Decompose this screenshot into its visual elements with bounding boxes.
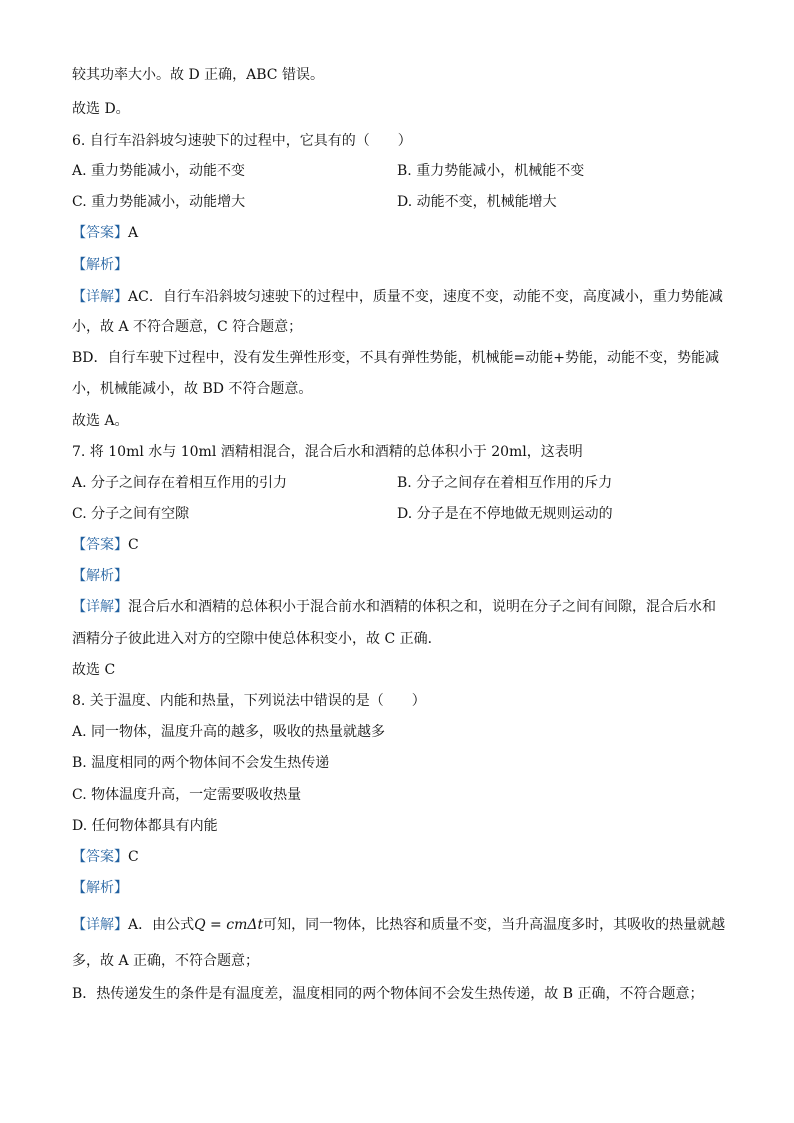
answer-tag: 【答案】	[72, 849, 128, 865]
question-6-option-d: D. 动能不变，机械能增大	[397, 194, 557, 210]
question-6-analysis-tag	[72, 256, 128, 274]
analysis-tag: 【解析】	[72, 880, 128, 896]
question-8-detail: B．热传递发生的条件是有温度差，温度相同的两个物体间不会发生热传递，故 B 正确，不符合题意；	[72, 986, 704, 1002]
question-8-option-c: C. 物体温度升高，一定需要吸收热量	[72, 787, 302, 803]
question-8-detail	[72, 916, 725, 934]
question-6-stem: 6. 自行车沿斜坡匀速驶下的过程中，它具有的（ ）	[72, 133, 412, 149]
answer-tag: 【答案】	[72, 225, 128, 241]
question-7-conclusion: 故选 C	[72, 662, 116, 678]
detail-tag: 【详解】	[72, 599, 128, 615]
question-6-answer	[72, 224, 138, 242]
answer-tag: 【答案】	[72, 537, 128, 553]
detail-text: AC．自行车沿斜坡匀速驶下的过程中，质量不变，速度不变，动能不变，高度减小，重力势能减	[128, 289, 723, 305]
answer-value: A	[128, 225, 139, 241]
question-6-detail: BD．自行车驶下过程中，没有发生弹性形变，不具有弹性势能，机械能=动能+势能，动能不变，势能减	[72, 350, 719, 366]
analysis-tag: 【解析】	[72, 568, 128, 584]
detail-text: 可知，同一物体，比热容和质量不变，当升高温度多时，其吸收的热量就越	[263, 917, 726, 933]
answer-value: C	[128, 849, 139, 865]
question-6-option-c: C. 重力势能减小，动能增大	[72, 194, 246, 210]
answer-value: C	[128, 537, 139, 553]
question-8-stem: 8. 关于温度、内能和热量，下列说法中错误的是（ ）	[72, 693, 426, 709]
question-8-detail: 多，故 A 正确，不符合题意；	[72, 953, 260, 969]
question-8-option-a: A. 同一物体，温度升高的越多，吸收的热量就越多	[72, 724, 386, 740]
question-8-option-d: D. 任何物体都具有内能	[72, 818, 218, 834]
question-6-conclusion: 故选 A。	[72, 413, 129, 429]
detail-tag: 【详解】	[72, 917, 128, 933]
question-6-detail: 小，机械能减小，故 BD 不符合题意。	[72, 381, 313, 397]
question-6-detail	[72, 288, 723, 306]
question-7-option-b: B. 分子之间存在着相互作用的斥力	[397, 475, 613, 491]
question-7-analysis-tag	[72, 567, 128, 585]
text-line: 故选 D。	[72, 101, 130, 117]
question-6-option-b: B. 重力势能减小，机械能不变	[397, 163, 585, 179]
question-7-option-a: A. 分子之间存在着相互作用的引力	[72, 475, 288, 491]
question-6-detail: 小，故 A 不符合题意，C 符合题意；	[72, 319, 303, 335]
detail-text: A．由公式	[128, 917, 195, 933]
question-7-detail: 酒精分子彼此进入对方的空隙中使总体积变小，故 C 正确．	[72, 631, 442, 647]
formula: Q = cmΔt	[194, 917, 264, 933]
detail-tag: 【详解】	[72, 289, 128, 305]
question-8-option-b: B. 温度相同的两个物体间不会发生热传递	[72, 755, 330, 771]
question-7-option-d: D. 分子是在不停地做无规则运动的	[397, 506, 613, 522]
question-8-answer	[72, 848, 139, 866]
question-8-analysis-tag	[72, 879, 128, 897]
question-7-answer	[72, 536, 139, 554]
detail-text: 混合后水和酒精的总体积小于混合前水和酒精的体积之和，说明在分子之间有间隙，混合后水和	[128, 599, 716, 615]
question-7-stem: 7. 将 10ml 水与 10ml 酒精相混合，混合后水和酒精的总体积小于 20ml，这表明	[72, 444, 583, 460]
question-7-option-c: C. 分子之间有空隙	[72, 506, 190, 522]
question-6-option-a: A. 重力势能减小，动能不变	[72, 163, 246, 179]
question-7-detail	[72, 598, 716, 616]
analysis-tag: 【解析】	[72, 257, 128, 273]
text-line: 较其功率大小。故 D 正确，ABC 错误。	[72, 67, 324, 83]
